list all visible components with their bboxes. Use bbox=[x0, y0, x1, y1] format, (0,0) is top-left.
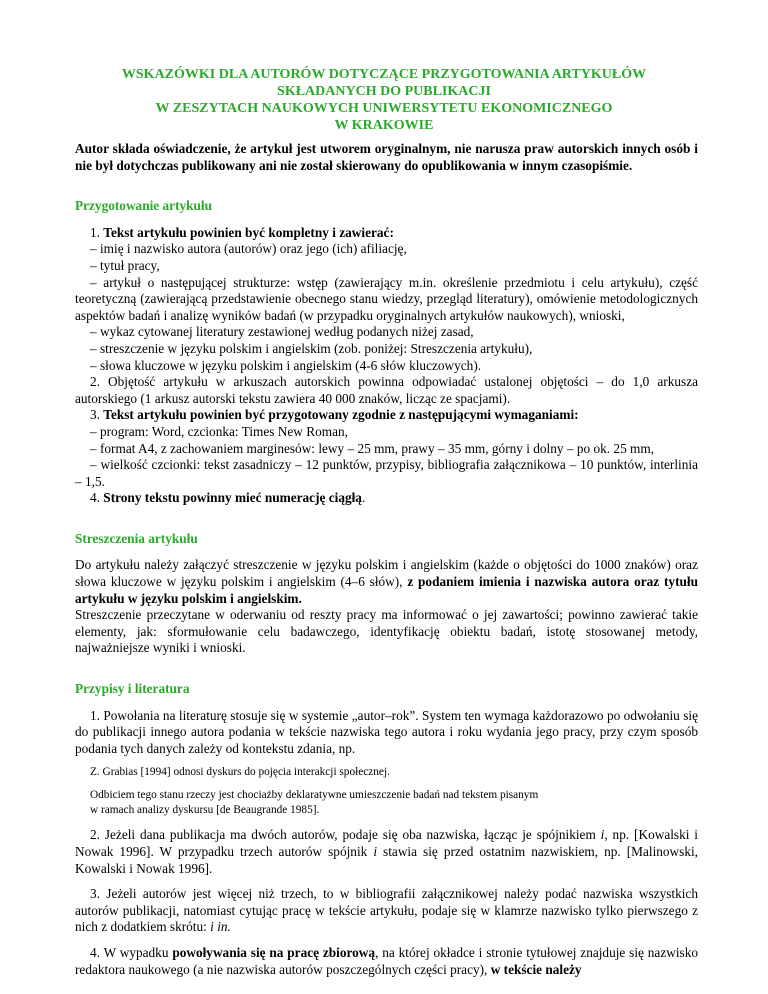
title-line-1: WSKAZÓWKI DLA AUTORÓW DOTYCZĄCE PRZYGOTOWANIA ARTYKUŁÓW bbox=[121, 67, 647, 82]
list-item: – format A4, z zachowaniem marginesów: lewy – 25 mm, prawy – 35 mm, górny i dolny – po ok. 25 mm, bbox=[90, 440, 655, 456]
section-heading-references: Przypisy i literatura bbox=[75, 681, 190, 697]
references-point-1: 1. Powołania na literaturę stosuje się w systemie „autor–rok”. System ten wymaga każdorazowo po odwołaniu się do publikacji innego autora podania w tekście nazwiska tego autora i roku wydania jego pracy, przy czym sposób podania tych danych zależy od kontekstu zdania, np. bbox=[75, 707, 698, 756]
italic-run: i in. bbox=[210, 919, 231, 935]
list-item: – streszczenie w języku polskim i angielskim (zob. poniżej: Streszczenia artykułu), bbox=[90, 340, 533, 356]
example-2-line-1: Odbiciem tego stanu rzeczy jest chociażby deklaratywne umieszczenie badań nad tekstem pisanym bbox=[90, 789, 539, 802]
point-number: 4. bbox=[90, 490, 104, 506]
references-point-2 bbox=[75, 827, 698, 877]
section-heading-abstracts: Streszczenia artykułu bbox=[75, 530, 198, 546]
list-item: – wielkość czcionki: tekst zasadniczy – 12 punktów, przypisy, bibliografia załącznikowa – 10 punktów, interlinia – 1,5. bbox=[75, 457, 698, 489]
title-line-3: W ZESZYTACH NAUKOWYCH UNIWERSYTETU EKONOMICZNEGO bbox=[155, 101, 613, 116]
abstracts-paragraph-1 bbox=[75, 557, 698, 607]
list-item: – tytuł pracy, bbox=[90, 257, 160, 273]
document-body bbox=[75, 141, 698, 978]
abstracts-paragraph-2: Streszczenie przeczytane w oderwaniu od reszty pracy ma informować o jej zawartości; powinno zawierać takie elementy, jak: sformułowanie celu badawczego, identyfikację obiektu badań, istotę stosowanej metody, najważniejsze wyniki i wnioski. bbox=[75, 607, 698, 656]
references-point-4 bbox=[75, 945, 698, 978]
preparation-point-2: 2. Objętość artykułu w arkuszach autorskich powinna odpowiadać ustalonej objętości – do 1,0 arkusza autorskiego (1 arkusz autorski tekstu zawiera 40 000 znaków, licząc ze spacjami). bbox=[75, 374, 698, 406]
preparation-point-4 bbox=[75, 490, 698, 507]
title-line-2: SKŁADANYCH DO PUBLIKACJI bbox=[277, 84, 491, 99]
preparation-point-3 bbox=[75, 407, 698, 424]
point-3-bold: Tekst artykułu powinien być przygotowany zgodnie z następującymi wymaganiami: bbox=[103, 407, 579, 423]
text-run: 3. Jeżeli autorów jest więcej niż trzech, to w bibliografii załącznikowej należy podać nazwiska wszystkich autorów publikacji, natomiast cytując pracę w tekście artykułu, podaje się w klamrze nazwisko tylko pierwszego z nich z dodatkiem skrótu: bbox=[75, 886, 698, 935]
abstracts-bold: z podaniem imienia i nazwiska autora oraz tytułu artykułu w języku polskim i angielskim. bbox=[75, 574, 698, 606]
text-run: 2. Jeżeli dana publikacja ma dwóch autorów, podaje się oba nazwiska, łącząc je spójnikiem bbox=[90, 827, 601, 843]
text-run: 4. W wypadku bbox=[90, 944, 173, 960]
point-4-bold: Strony tekstu powinny mieć numerację ciągłą bbox=[103, 490, 362, 506]
document-title bbox=[0, 66, 768, 134]
example-2-line-2: w ramach analizy dyskursu [de Beaugrande 1985]. bbox=[90, 804, 320, 817]
section-heading-preparation: Przygotowanie artykułu bbox=[75, 198, 213, 214]
point-1-bold: Tekst artykułu powinien być kompletny i zawierać: bbox=[103, 224, 394, 240]
list-item: – wykaz cytowanej literatury zestawionej według podanych niżej zasad, bbox=[90, 324, 474, 340]
title-line-4: W KRAKOWIE bbox=[334, 118, 434, 133]
bold-run: w tekście należy bbox=[490, 961, 582, 977]
preparation-point-1 bbox=[75, 225, 698, 242]
list-item: – artykuł o następującej strukturze: wstęp (zawierający m.in. określenie przedmiotu i celu artykułu), część teoretyczną (zawierającą przedstawienie obecnego stanu wiedzy, przegląd literatury), omówienie metodologicznych aspektów badań i analizę wyników badań (w przypadku oryginalnych artykułów naukowych), wnioski, bbox=[75, 274, 698, 323]
example-citation-2 bbox=[90, 788, 698, 818]
italic-run: i bbox=[373, 844, 378, 859]
text-run: , np. [Kowalski i Nowak 1996]. W przypadku trzech autorów spójnik bbox=[75, 827, 698, 859]
author-declaration: Autor składa oświadczenie, że artykuł jest utworem oryginalnym, nie narusza praw autorskich innych osób i nie był dotychczas publikowany ani nie został skierowany do opublikowania w innym czasopiśmie. bbox=[75, 141, 698, 173]
list-item: – imię i nazwisko autora (autorów) oraz jego (ich) afiliację, bbox=[90, 241, 407, 257]
italic-run: i bbox=[600, 827, 605, 843]
list-item: – słowa kluczowe w języku polskim i angielskim (4-6 słów kluczowych). bbox=[90, 357, 482, 373]
point-number: 1. bbox=[90, 224, 104, 240]
list-item: – program: Word, czcionka: Times New Roman, bbox=[90, 423, 348, 439]
example-citation-1: Z. Grabias [1994] odnosi dyskurs do pojęcia interakcji społecznej. bbox=[90, 766, 390, 779]
references-point-3 bbox=[75, 886, 698, 936]
point-4-end: . bbox=[361, 490, 366, 506]
abstracts-text: Do artykułu należy załączyć streszczenie w języku polskim i angielskim (każde o objętości do 1000 znaków) oraz słowa kluczowe w języku polskim i angielskim (4–6 słów), bbox=[75, 557, 698, 590]
text-run: stawia się przed ostatnim nazwiskiem, np. [Malinowski, Kowalski i Nowak 1996]. bbox=[75, 844, 699, 876]
bold-run: powoływania się na pracę zbiorową bbox=[172, 944, 376, 960]
text-run: , na której okładce i stronie tytułowej znajduje się nazwisko redaktora naukowego (a nie nazwiska autorów poszczególnych części pracy), bbox=[75, 944, 698, 977]
point-number: 3. bbox=[90, 407, 104, 423]
